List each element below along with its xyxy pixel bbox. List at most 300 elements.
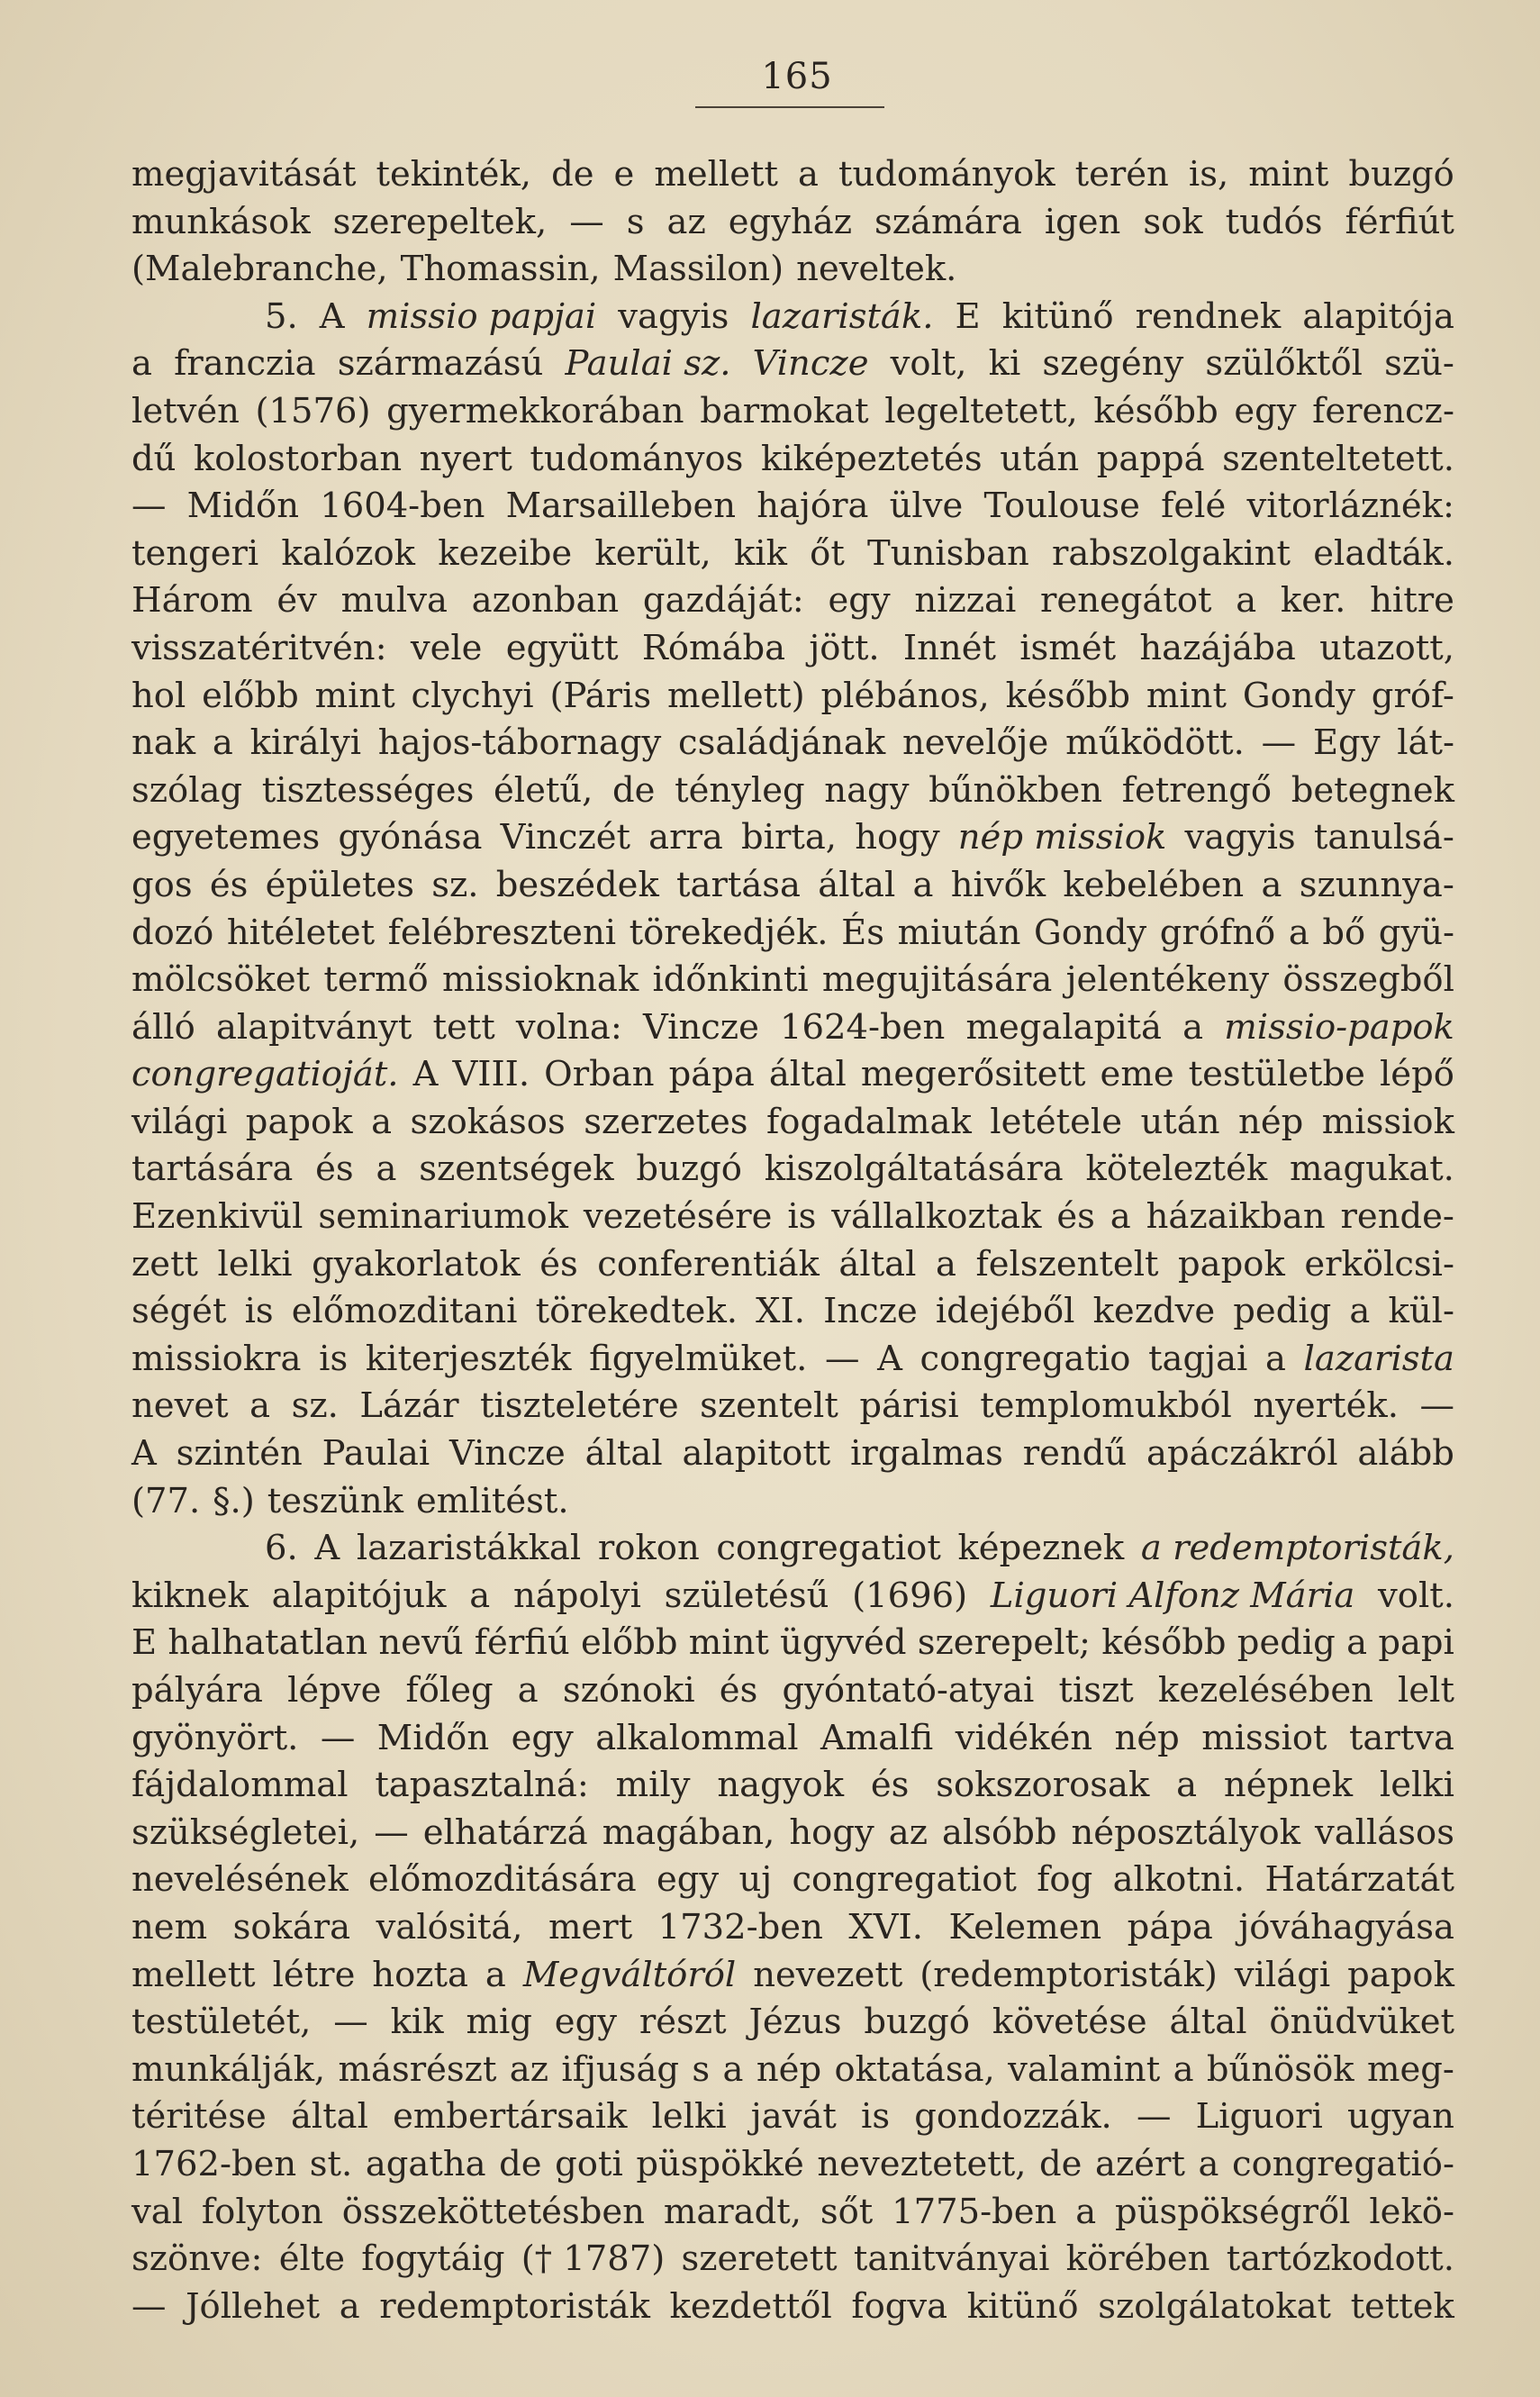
word: (redemptoristák) [919, 1954, 1218, 1995]
word: Lázár [359, 1385, 459, 1427]
word: nagyok [717, 1765, 845, 1806]
word: Liguori [1195, 2096, 1323, 2138]
word: házaikban [1146, 1196, 1326, 1238]
word: a [1264, 1338, 1286, 1379]
word: hivők [950, 864, 1046, 905]
text-line [131, 673, 1454, 721]
word: gondozzák. [914, 2096, 1112, 2138]
word: és [719, 1670, 758, 1711]
word: a [371, 1101, 393, 1142]
word: év [276, 580, 317, 622]
word: tudományok [838, 154, 1055, 195]
word: a [1261, 864, 1282, 905]
word: missiok [1321, 1101, 1454, 1142]
word: megalapitá [965, 1006, 1162, 1048]
word: agatha [365, 2143, 486, 2184]
word: — [825, 1338, 860, 1379]
word: franczia [174, 343, 316, 385]
word: de [551, 154, 594, 195]
word: (Páris [549, 675, 652, 716]
word: papok [245, 1101, 353, 1142]
word: szerzetes [584, 1101, 748, 1142]
word: hajóra [756, 486, 869, 527]
word: hozta [372, 1954, 468, 1995]
word: 6. [265, 1528, 298, 1569]
word: emlitést. [415, 1480, 569, 1521]
word: mölcsöket [131, 959, 311, 1001]
word: idejéből [935, 1291, 1075, 1332]
text-line [131, 1857, 1454, 1904]
word: bűnökben [929, 769, 1103, 811]
text-line [131, 625, 1454, 673]
word: ferencz- [1312, 390, 1454, 431]
word: nép [1238, 1101, 1304, 1142]
word: bűnösök [1206, 2048, 1354, 2090]
word: megjavitását [131, 154, 357, 195]
word: 1624-ben [780, 1006, 946, 1048]
word: vállalkoztak [831, 1196, 1042, 1238]
word: tekinték, [376, 154, 532, 195]
word: letvén [131, 390, 240, 431]
word: A [412, 1054, 439, 1095]
word: pappá [1096, 438, 1205, 479]
word: dozó [131, 912, 214, 953]
word: körében [1065, 2238, 1210, 2280]
word: Amalfi [820, 1717, 934, 1758]
word: 1775-ben [892, 2191, 1057, 2232]
word: álló [131, 1006, 195, 1048]
word: gyóntató-atyai [782, 1670, 1035, 1711]
word: tartása [676, 864, 801, 905]
word: bő [1322, 912, 1366, 953]
word: mellett) [666, 675, 805, 716]
word: lelki [217, 1243, 293, 1285]
word: eme [1100, 1054, 1174, 1095]
text-line [131, 388, 1454, 436]
word: ségét [131, 1291, 227, 1332]
word: alapitója [1302, 295, 1454, 337]
word: apáczákról [1146, 1433, 1338, 1475]
text-line [131, 1478, 1454, 1526]
word: plébános, [820, 675, 990, 716]
word: erkölcsi- [1304, 1243, 1454, 1285]
word: szönve: [131, 2238, 263, 2280]
word: által [838, 1243, 917, 1285]
word: a [469, 1575, 491, 1616]
word: beszédek [495, 864, 659, 905]
word: pedig [1233, 1291, 1332, 1332]
text-line [131, 957, 1454, 1004]
word: vele [410, 627, 483, 668]
word: a [1346, 1622, 1368, 1664]
word: vidékén [955, 1717, 1093, 1758]
word: hitéletet [226, 912, 376, 953]
word: lát- [1397, 722, 1454, 764]
text-line [131, 2284, 1454, 2331]
word: e [613, 154, 635, 195]
word: de [612, 769, 656, 811]
word: mellett [654, 154, 778, 195]
word: 1762-ben [131, 2143, 297, 2184]
text-line [131, 531, 1454, 578]
word: lazaristákkal [356, 1528, 582, 1569]
text-line [131, 1810, 1454, 1857]
word: utazott, [1319, 627, 1454, 668]
text-line [131, 577, 1454, 625]
word: felé [1161, 486, 1227, 527]
text-line [131, 1715, 1454, 1763]
word: kolostorban [193, 438, 403, 479]
word: lelki [651, 2096, 727, 2138]
word: vitorláznék: [1246, 486, 1454, 527]
word: kiterjeszték [365, 1338, 572, 1379]
word: a [339, 2285, 360, 2327]
word: élte [278, 2238, 346, 2280]
word: — [1419, 1385, 1454, 1427]
word: nevű [378, 1622, 464, 1664]
word: mellett [131, 1954, 256, 1995]
word: sőt [820, 2191, 874, 2232]
italic-word: a redemptoristák, [1140, 1528, 1454, 1569]
word: kik [733, 532, 787, 574]
word: szokásos [410, 1101, 566, 1142]
word: Marsailleben [505, 486, 737, 527]
word: nevelője [901, 722, 1049, 764]
word: Toulouse [983, 486, 1140, 527]
word: rabszolgakint [1051, 532, 1291, 574]
word: összeköttetésben [341, 2191, 645, 2232]
text-line [131, 340, 1454, 388]
word: férfiú [474, 1622, 570, 1664]
italic-word: missio-papok [1224, 1006, 1454, 1048]
text-line [131, 1004, 1454, 1052]
word: hol [131, 675, 186, 716]
word: — [333, 2002, 368, 2043]
text-line [131, 1667, 1454, 1715]
word: után [1140, 1101, 1220, 1142]
word: barmokat [700, 390, 869, 431]
word: Jézus [748, 2002, 842, 2043]
word: épületes [265, 864, 414, 905]
word: vezetésére [583, 1196, 773, 1238]
word: gos [131, 864, 193, 905]
word: számára [874, 201, 1022, 242]
word: conferentiák [597, 1243, 820, 1285]
word: ugyan [1347, 2096, 1454, 2138]
word: kiknek [131, 1575, 249, 1616]
word: — [1136, 2096, 1172, 2138]
italic-word: Liguori Alfonz Mária [990, 1575, 1355, 1616]
word: kezeibe [438, 532, 573, 574]
word: miután [897, 912, 1021, 953]
word: mert [548, 1906, 633, 1948]
word: mint [688, 1622, 769, 1664]
word: — [374, 1811, 409, 1853]
word: buzgó [864, 2002, 970, 2043]
text-line [131, 2141, 1454, 2189]
word: missiot [1201, 1717, 1327, 1758]
word: rendű [1022, 1433, 1128, 1475]
header-rule [695, 106, 884, 108]
word: dű [131, 438, 177, 479]
word: világi [1234, 1954, 1331, 1995]
word: tettek [1350, 2285, 1454, 2327]
word: tisztességes [261, 769, 475, 811]
word: ifjuság [561, 2048, 680, 2090]
word: congregatiot [716, 1528, 941, 1569]
word: §.) [213, 1480, 255, 1521]
word: 1732-ben [657, 1906, 823, 1948]
word: egy [656, 1859, 720, 1901]
text-line [131, 1573, 1454, 1621]
word: később [1005, 675, 1130, 716]
word: mily [615, 1765, 691, 1806]
word: tudományos [530, 438, 744, 479]
word: nem [131, 1906, 208, 1948]
word: renegátot [1040, 580, 1212, 622]
word: arra [648, 817, 723, 858]
word: pápa [668, 1054, 755, 1095]
word: is [244, 1291, 274, 1332]
word: kötelezték [1085, 1149, 1268, 1190]
word: részt [639, 2002, 727, 2043]
word: tartva [1348, 1717, 1454, 1758]
word: egyetemes [131, 817, 321, 858]
word: jött. [809, 627, 880, 668]
word: és [539, 1243, 578, 1285]
word: tengeri [131, 532, 259, 574]
word: tudós [1225, 201, 1323, 242]
word: Thomassin, [400, 249, 601, 290]
word: papok [1347, 1954, 1454, 1995]
word: egyház [728, 201, 852, 242]
text-line [131, 1146, 1454, 1194]
word: st. [309, 2143, 353, 2184]
word: származású [337, 343, 544, 385]
word: Massilon) [612, 249, 784, 290]
word: ismét [1019, 627, 1117, 668]
text-line [131, 1904, 1454, 1952]
word: hogy [855, 817, 940, 858]
text-line [131, 1952, 1454, 2000]
word: fogadalmak [766, 1101, 972, 1142]
text-line [131, 720, 1454, 767]
word: sokára [232, 1906, 351, 1948]
word: gazdáját: [642, 580, 804, 622]
word: s [626, 201, 645, 242]
word: Paulai [322, 1433, 430, 1475]
word: munkálják, [131, 2048, 326, 2090]
word: tanitványai [853, 2238, 1050, 2280]
word: tapasztalná: [375, 1765, 589, 1806]
word: — [320, 1717, 356, 1758]
word: volna: [515, 1006, 622, 1048]
word: is [787, 1196, 817, 1238]
word: E [955, 295, 981, 337]
word: volt, [890, 343, 967, 385]
word: és [1056, 1196, 1095, 1238]
word: a [1288, 912, 1309, 953]
word: papok [1178, 1243, 1285, 1285]
word: által [818, 864, 896, 905]
word: valósitá, [376, 1906, 523, 1948]
word: A [314, 1528, 340, 1569]
word: szenteltetett. [1222, 438, 1454, 479]
word: a [798, 154, 819, 195]
word: szegény [1042, 343, 1184, 385]
word: (1576) [255, 390, 371, 431]
word: munkások [131, 201, 311, 242]
word: eladták. [1313, 532, 1454, 574]
word: buzgó [636, 1149, 742, 1190]
word: gyakorlatok [312, 1243, 521, 1285]
word: püspökké [636, 2143, 804, 2184]
italic-word: Vincze [752, 343, 869, 385]
word: fájdalommal [131, 1765, 349, 1806]
word: a [212, 722, 233, 764]
word: congregatió- [1232, 2143, 1454, 2184]
word: pápa [1127, 1906, 1213, 1948]
word: XI. [756, 1291, 805, 1332]
word: felébreszteni [387, 912, 617, 953]
word: missiokra [131, 1338, 302, 1379]
word: valamint [1008, 2048, 1161, 2090]
word: nizzai [914, 580, 1017, 622]
word: világi [131, 1101, 228, 1142]
word: sz. [431, 864, 479, 905]
word: nevelésének [131, 1859, 349, 1901]
word: meg- [1366, 2048, 1454, 2090]
word: törekedtek. [535, 1291, 738, 1332]
word: magában, [602, 1811, 775, 1853]
word: a [1198, 2143, 1219, 2184]
word: kül- [1388, 1291, 1454, 1332]
word: azért [1095, 2143, 1185, 2184]
word: gyermekkorában [386, 390, 684, 431]
italic-word: missio papjai [366, 295, 597, 337]
word: összegből [1282, 959, 1454, 1001]
word: kiképeztetés [760, 438, 983, 479]
text-line [131, 814, 1454, 862]
text-line [131, 1620, 1454, 1667]
word: szintén [176, 1433, 303, 1475]
word: az [888, 1811, 929, 1853]
word: hogy [789, 1811, 874, 1853]
word: igen [1044, 201, 1121, 242]
word: halhatatlan [168, 1622, 368, 1664]
word: a [131, 343, 152, 385]
word: pályára [131, 1670, 263, 1711]
word: nyert [419, 438, 512, 479]
word: Tunisban [867, 532, 1029, 574]
italic-word: lazaristák. [750, 295, 934, 337]
word: törekedjék. [629, 912, 829, 953]
word: mig [466, 2002, 532, 2043]
word: — [1261, 722, 1297, 764]
word: a [249, 1385, 271, 1427]
word: — [131, 486, 167, 527]
text-line [131, 151, 1454, 199]
word: később [1093, 390, 1218, 431]
word: gróf- [1371, 675, 1454, 716]
word: nevezett [753, 1954, 903, 1995]
word: Incze [823, 1291, 918, 1332]
word: rendnek [1135, 295, 1282, 337]
word: előbb [580, 1622, 678, 1664]
word: szerepelt; [917, 1622, 1091, 1664]
word: alkalommal [595, 1717, 799, 1758]
word: Gondy [1034, 912, 1147, 953]
word: tiszteletére [480, 1385, 679, 1427]
word: rokon [597, 1528, 700, 1569]
word: a [1176, 1765, 1198, 1806]
word: családjának [678, 722, 886, 764]
word: szónoki [562, 1670, 695, 1711]
word: Vincze [448, 1433, 566, 1475]
word: a [912, 864, 934, 905]
word: tanulsá- [1313, 817, 1454, 858]
italic-word: congregatioját. [131, 1054, 399, 1095]
word: nevet [131, 1385, 229, 1427]
word: kezdve [1092, 1291, 1216, 1332]
word: Gondy [1242, 675, 1355, 716]
word: szólag [131, 769, 243, 811]
word: egy [1234, 390, 1297, 431]
word: lelt [1398, 1670, 1454, 1711]
word: a [1075, 2191, 1097, 2232]
text-line [131, 910, 1454, 958]
word: lépő [1379, 1054, 1454, 1095]
word: téritése [131, 2096, 267, 2138]
text-line [131, 1288, 1454, 1336]
word: őt [810, 532, 845, 574]
word: és [870, 1765, 910, 1806]
word: szülőktől [1205, 343, 1363, 385]
word: a [376, 1149, 397, 1190]
word: kezdettől [669, 2285, 832, 2327]
word: irgalmas [850, 1433, 1003, 1475]
text-line [131, 294, 1454, 341]
word: sz. [291, 1385, 339, 1427]
word: termő [323, 959, 429, 1001]
word: népnek [1223, 1765, 1354, 1806]
text-line [131, 436, 1454, 484]
word: megerősitett [860, 1054, 1086, 1095]
word: a [1182, 1006, 1204, 1048]
word: vallásos [1314, 1811, 1454, 1853]
word: életű, [494, 769, 593, 811]
word: által [584, 1433, 663, 1475]
text-line [131, 199, 1454, 247]
word: a [1110, 1196, 1131, 1238]
word: kitünő [966, 2285, 1079, 2327]
word: kiszolgáltatására [764, 1149, 1064, 1190]
word: is [319, 1338, 349, 1379]
word: megujitására [821, 959, 1053, 1001]
text-line [131, 1762, 1454, 1810]
word: alapitójuk [271, 1575, 447, 1616]
word: magukat. [1290, 1149, 1454, 1190]
word: párisi [859, 1385, 959, 1427]
word: főleg [405, 1670, 494, 1711]
word: neveltek. [796, 249, 957, 290]
italic-word: nép missiok [957, 817, 1167, 858]
word: tiszt [1058, 1670, 1134, 1711]
word: És [841, 912, 885, 953]
word: által [768, 1054, 847, 1095]
word: ki [988, 343, 1021, 385]
word: az [666, 201, 706, 242]
